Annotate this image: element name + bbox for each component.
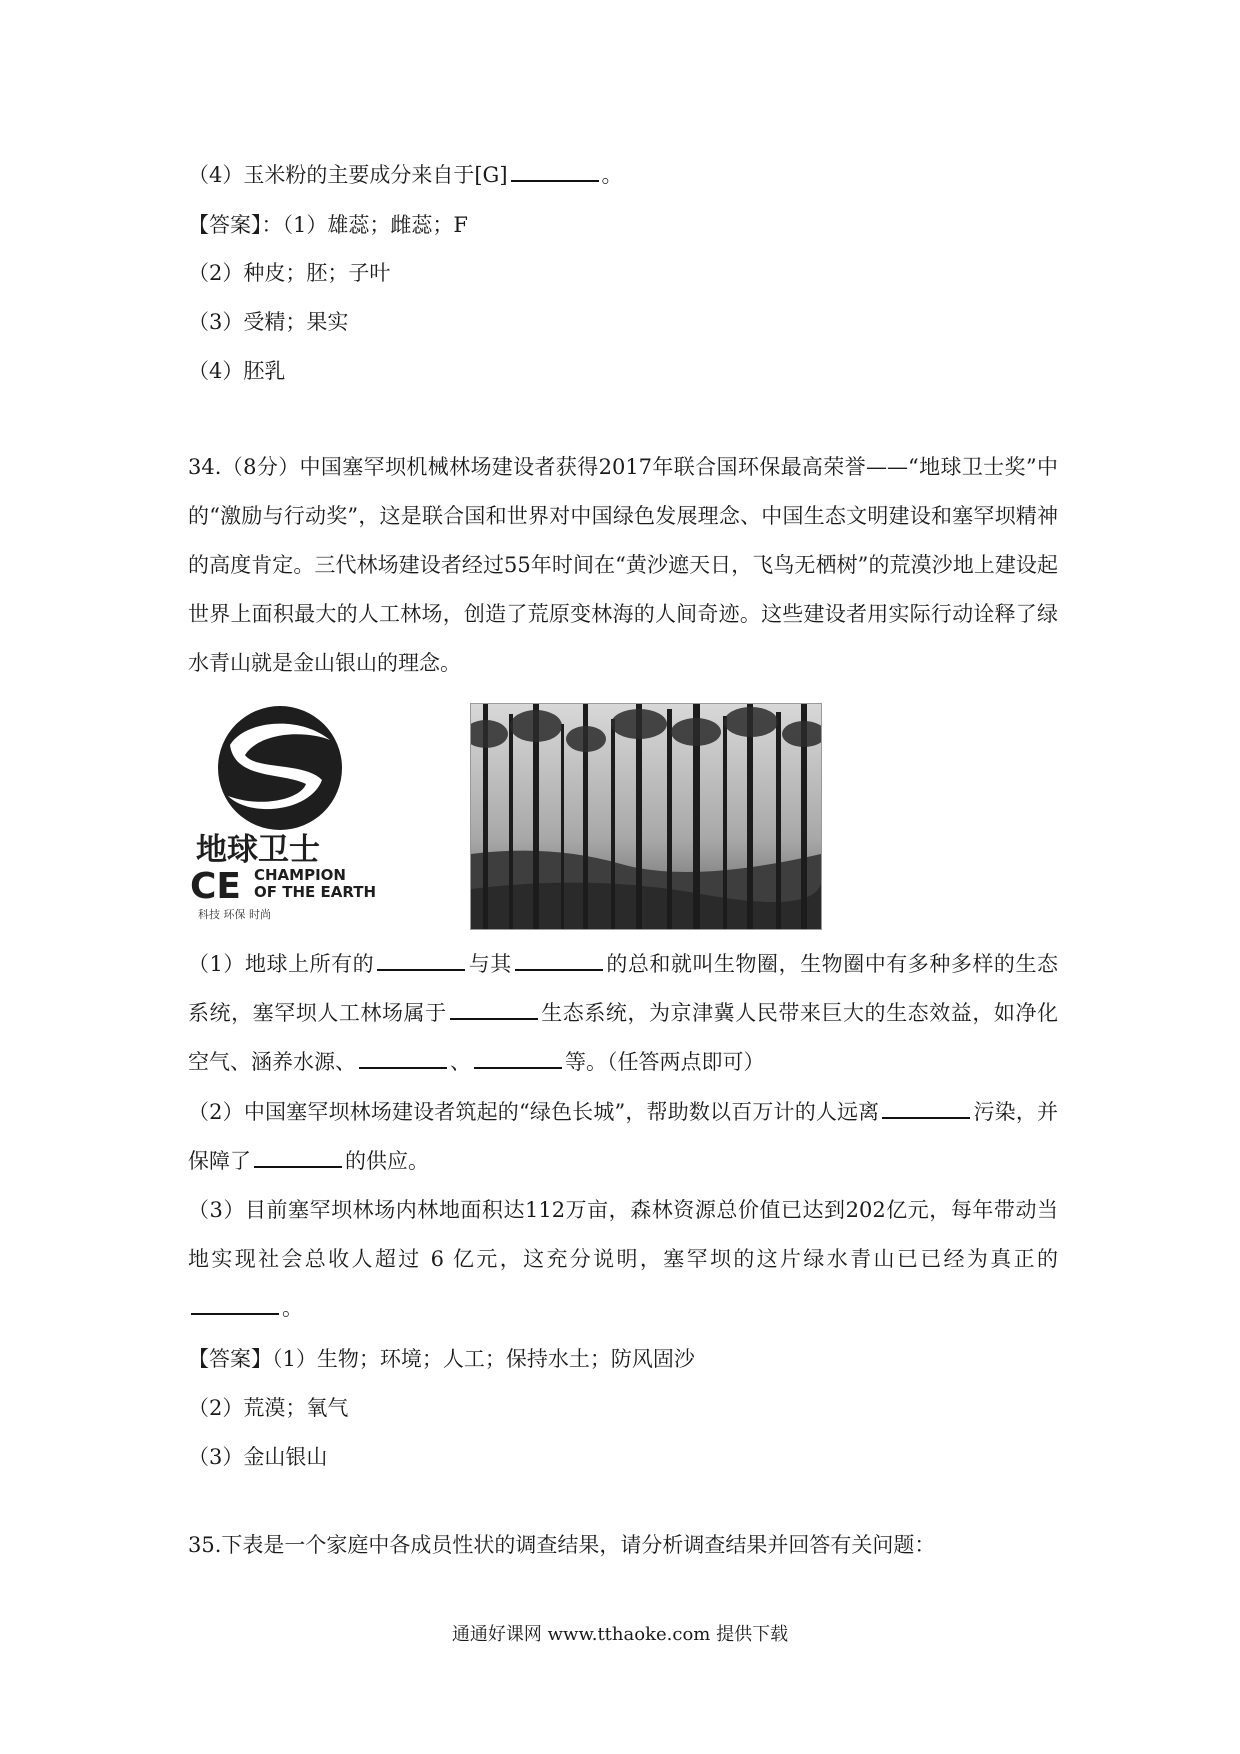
answer-blank (377, 949, 465, 971)
answer-blank (515, 949, 603, 971)
answer-blank (450, 998, 538, 1020)
q34-intro: 34.（8分）中国塞罕坝机械林场建设者获得2017年联合国环保最高荣誉——“地球卫士奖”中的“激励与行动奖”，这是联合国和世界对中国绿色发展理念、中国生态文明建设和塞罕坝精神的高度肯定。三代林场建设者经过55年时间在“黄沙遮天日，飞鸟无栖树”的荒漠沙地上建设起世界上面积最大的人工林场，创造了荒原变林海的人间奇迹。这些建设者用实际行动诠释了绿水青山就是金山银山的理念。 (188, 455, 1058, 675)
logo-en-line2: OF THE EARTH (254, 883, 376, 901)
answer-blank (359, 1047, 447, 1069)
q33-part4: （4）玉米粉的主要成分来自于[G] 。 (188, 160, 623, 190)
q33-answer-3: （3）受精；果实 (188, 310, 349, 334)
q35-intro: 35.下表是一个家庭中各成员性状的调查结果，请分析调查结果并回答有关问题： (188, 1533, 936, 1557)
q33-answer-2: （2）种皮；胚；子叶 (188, 261, 391, 285)
q34-answer-3: （3）金山银山 (188, 1445, 328, 1469)
answer-blank (882, 1097, 970, 1119)
answer-blank (511, 160, 599, 182)
q34-part2: （2）中国塞罕坝林场建设者筑起的“绿色长城”，帮助数以百万计的人远离 污染，并保障了 的供应。 (188, 1088, 1058, 1186)
answer-blank (191, 1293, 279, 1315)
q34-answer-2: （2）荒漠；氧气 (188, 1396, 349, 1420)
q34-part3: （3）目前塞罕坝林场内林地面积达112万亩，森林资源总价值已达到202亿元，每年带动当地实现社会总收人超过 6 亿元，这充分说明，塞罕坝的这片绿水青山已已经为真正的。 (188, 1198, 1058, 1320)
logo-chinese-text: 地球卫士 (196, 832, 320, 868)
q33-answer-1: 【答案】：（1）雄蕊；雌蕊；F (188, 213, 468, 237)
logo-tagline: 科技 环保 时尚 (198, 908, 271, 921)
answer-blank (474, 1047, 562, 1069)
q33-answer-4: （4）胚乳 (188, 359, 286, 383)
q34-part1: （1）地球上所有的 与其 的总和就叫生物圈，生物圈中有多种多样的生态系统，塞罕坝人工林场属于 生态系统，为京津冀人民带来巨大的生态效益，如净化空气、涵养水源、 、 等。（任答两点即可） (188, 940, 1058, 1087)
logo-ce-text: CE (190, 866, 242, 907)
logo-en-line1: CHAMPION (254, 866, 346, 884)
q34-answer-1: 【答案】（1）生物；环境；人工；保持水土；防风固沙 (188, 1347, 695, 1371)
answer-blank (254, 1146, 342, 1168)
page-footer: 通通好课网 www.tthaoke.com 提供下载 (451, 1624, 789, 1645)
forest-photo (470, 703, 822, 930)
champion-of-earth-logo (190, 700, 385, 925)
